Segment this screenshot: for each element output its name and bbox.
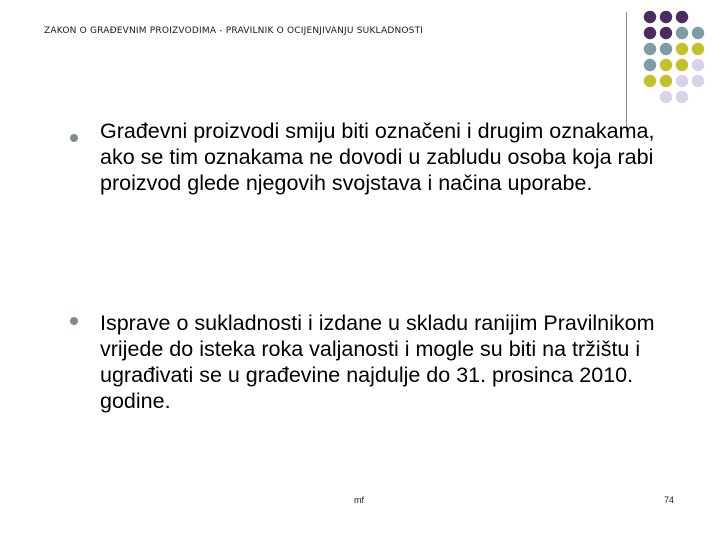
decorative-dot (660, 27, 672, 39)
decorative-dot (676, 27, 688, 39)
decorative-dot (660, 43, 672, 55)
decorative-dot (660, 11, 672, 23)
decorative-dot (644, 27, 656, 39)
decorative-dot (660, 75, 672, 87)
decorative-dot (676, 11, 688, 23)
bullet-marker-2 (70, 317, 78, 325)
decorative-vertical-line (626, 12, 627, 132)
decorative-dot (692, 27, 704, 39)
footer-author: mf (354, 495, 364, 505)
decorative-dot (644, 75, 656, 87)
decorative-dot (644, 11, 656, 23)
footer-page-number: 74 (664, 495, 675, 505)
decorative-dot (644, 59, 656, 71)
decorative-dot (676, 43, 688, 55)
bullet-marker-1 (70, 134, 78, 142)
decorative-dot (692, 75, 704, 87)
decorative-dot (660, 91, 672, 103)
bullet-text-2: Isprave o sukladnosti i izdane u skladu ranijim Pravilnikom vrijede do isteka roka valjanosti i mogle su biti na tržištu i ugrađivati se u građevine najdulje do 31. prosinca 2010. godine. (100, 311, 655, 413)
decorative-dot (676, 91, 688, 103)
decorative-dot (644, 43, 656, 55)
decorative-dot (692, 59, 704, 71)
decorative-dot (676, 75, 688, 87)
decorative-dot (676, 59, 688, 71)
decorative-dot (660, 59, 672, 71)
slide-header-title: ZAKON O GRAĐEVNIM PROIZVODIMA - PRAVILNIK O OCIJENJIVANJU SUKLADNOSTI (44, 26, 424, 36)
bullet-text-1: Građevni proizvodi smiju biti označeni i drugim oznakama, ako se tim oznakama ne dovodi u zabludu osoba koja rabi proizvod glede njegovih svojstava i načina uporabe. (100, 119, 655, 195)
decorative-dot (692, 43, 704, 55)
